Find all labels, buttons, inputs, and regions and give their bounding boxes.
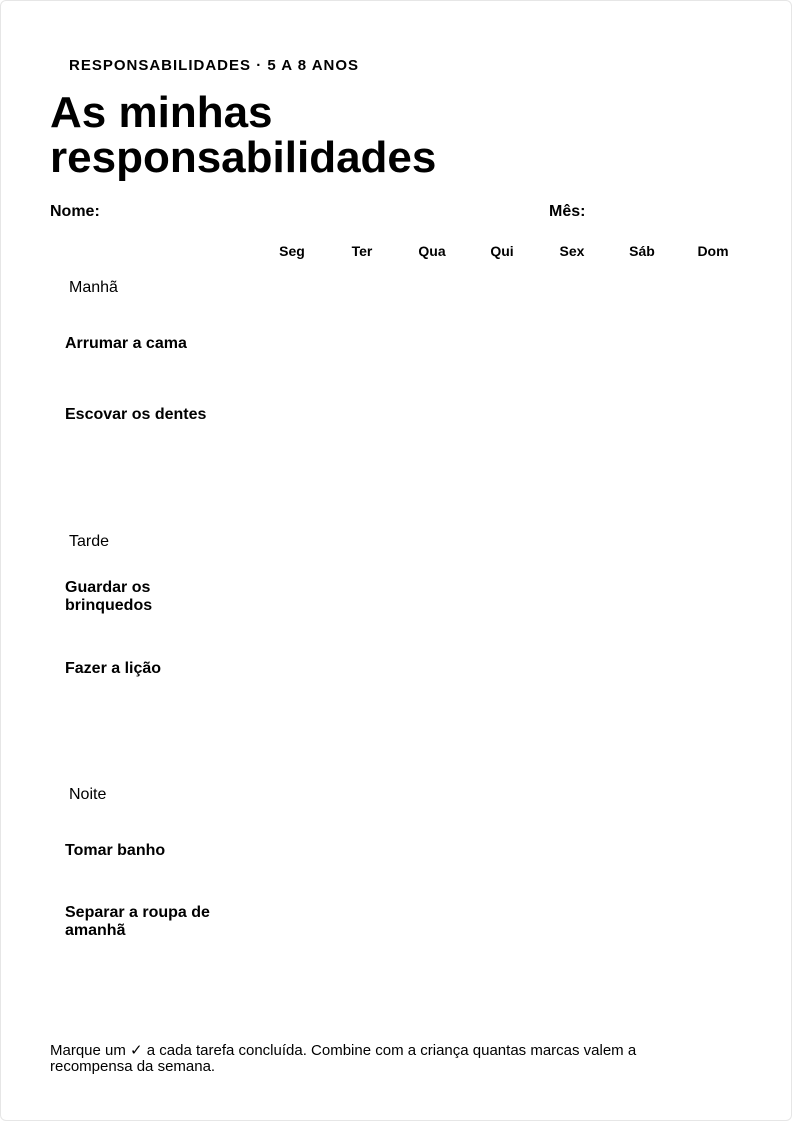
section-label-morning: Manhã bbox=[69, 279, 118, 296]
day-header-thu: Qui bbox=[490, 243, 514, 259]
page-title: As minhas responsabilidades bbox=[50, 88, 437, 182]
task-row-label: Arrumar a cama bbox=[65, 335, 187, 352]
day-header-tue: Ter bbox=[351, 243, 373, 259]
task-row-label: Separar a roupa de amanhã bbox=[65, 904, 210, 939]
day-header-mon: Seg bbox=[279, 243, 305, 259]
day-header-sun: Dom bbox=[697, 243, 729, 259]
instructions-note: Marque um ✓ a cada tarefa concluída. Combine com a criança quantas marcas valem a recompensa da semana. bbox=[50, 1042, 637, 1075]
section-label-evening: Noite bbox=[69, 786, 107, 803]
eyebrow-label: RESPONSABILIDADES · 5 A 8 ANOS bbox=[69, 57, 360, 74]
name-field-label: Nome: bbox=[50, 203, 100, 220]
day-header-fri: Sex bbox=[559, 243, 585, 259]
day-header-sat: Sáb bbox=[629, 243, 655, 259]
task-row-label: Tomar banho bbox=[65, 842, 166, 859]
task-row-label: Guardar os brinquedos bbox=[65, 579, 153, 614]
day-header-wed: Qua bbox=[418, 243, 446, 259]
section-label-afternoon: Tarde bbox=[69, 533, 110, 550]
task-row-label: Escovar os dentes bbox=[65, 406, 207, 423]
month-field-label: Mês: bbox=[549, 203, 586, 220]
task-row-label: Fazer a lição bbox=[65, 660, 162, 677]
